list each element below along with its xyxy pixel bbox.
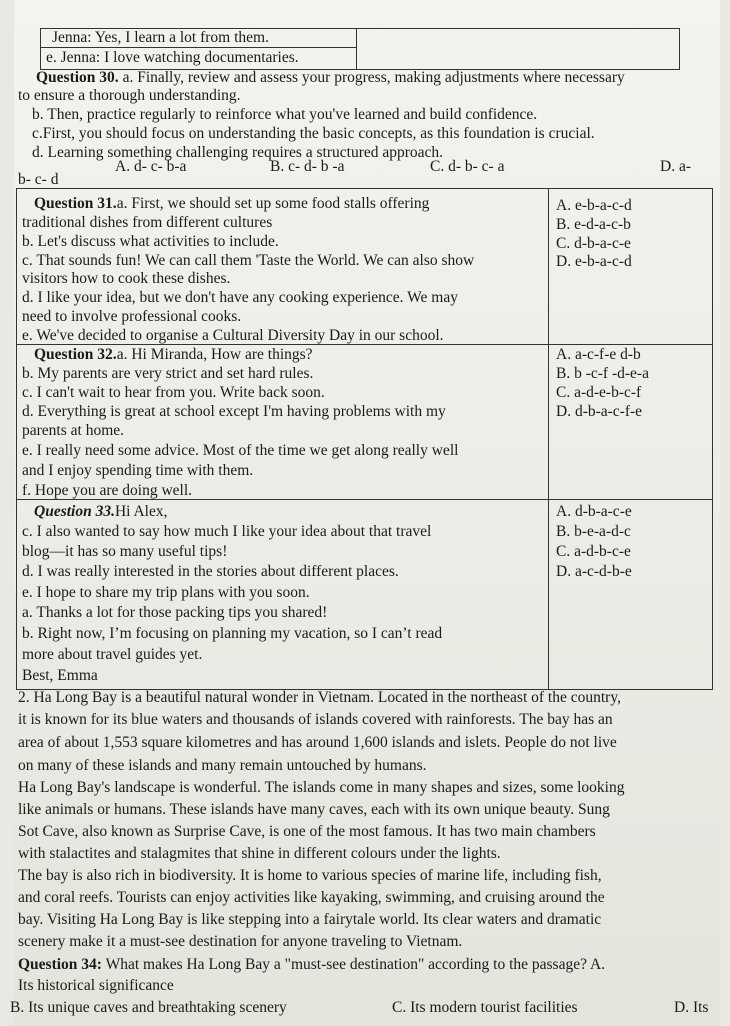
q31-label: Question 31. bbox=[34, 195, 117, 212]
q33-line: e. I hope to share my trip plans with you soon. bbox=[22, 584, 310, 601]
q30-b: b. Then, practice regularly to reinforce what you've learned and build confidence. bbox=[32, 106, 538, 123]
passage-line: area of about 1,553 square kilometres and has around 1,600 islands and islets. People do not live bbox=[18, 734, 617, 751]
q31-line: b. Let's discuss what activities to include. bbox=[22, 233, 279, 250]
q30-d: d. Learning something challenging requires a structured approach. bbox=[32, 144, 444, 161]
q31-line: Question 31.a. First, we should set up some food stalls offering bbox=[34, 195, 430, 212]
q33-line: d. I was really interested in the stories about different places. bbox=[22, 563, 399, 580]
passage-line: and coral reefs. Tourists can enjoy activities like kayaking, swimming, and cruising around the bbox=[18, 889, 605, 906]
q32-label: Question 32. bbox=[34, 346, 117, 363]
q34-option-c: C. Its modern tourist facilities bbox=[392, 999, 578, 1016]
passage-line: like animals or humans. These islands have many caves, each with its own unique beauty. Sung bbox=[18, 801, 610, 818]
q30-a: a. Finally, review and assess your progress, making adjustments where necessary bbox=[122, 69, 625, 86]
passage-line: 2. Ha Long Bay is a beautiful natural wonder in Vietnam. Located in the northeast of the country, bbox=[18, 689, 621, 706]
dialogue-line: e. Jenna: I love watching documentaries. bbox=[46, 49, 299, 66]
q34-option-d: D. Its bbox=[674, 999, 709, 1016]
passage-line: scenery make it a must-see destination for anyone traveling to Vietnam. bbox=[18, 933, 463, 950]
q32-option-d: D. d-b-a-c-f-e bbox=[556, 403, 643, 420]
dialogue-divider bbox=[356, 28, 357, 70]
q33-line: a. Thanks a lot for those packing tips you shared! bbox=[22, 604, 328, 621]
q32-line: and I enjoy spending time with them. bbox=[22, 462, 254, 479]
passage-line: with stalactites and stalagmites that shine in different colours under the lights. bbox=[18, 845, 501, 862]
passage-line: bay. Visiting Ha Long Bay is like stepping into a fairytale world. Its clear waters and dramatic bbox=[18, 911, 602, 928]
q30-option-a: A. d- c- b-a bbox=[115, 158, 187, 175]
q30-line-a bbox=[36, 68, 625, 87]
q33-line: c. I also wanted to say how much I like your idea about that travel bbox=[22, 523, 432, 540]
q32-line: d. Everything is great at school except I'm having problems with my bbox=[22, 403, 446, 420]
q33-line: Question 33.Hi Alex, bbox=[34, 503, 168, 520]
passage-line: The bay is also rich in biodiversity. It is home to various species of marine life, including fish, bbox=[18, 867, 602, 884]
q32-line: b. My parents are very strict and set hard rules. bbox=[22, 365, 314, 382]
q31-line: need to involve professional cooks. bbox=[22, 308, 242, 325]
q31-option-a: A. e-b-a-c-d bbox=[556, 197, 632, 214]
q33-option-a: A. d-b-a-c-e bbox=[556, 503, 632, 520]
q32-line: Question 32.a. Hi Miranda, How are things? bbox=[34, 346, 313, 363]
q32-line: e. I really need some advice. Most of the time we get along really well bbox=[22, 442, 459, 459]
q33-line: more about travel guides yet. bbox=[22, 646, 203, 663]
q32-line: c. I can't wait to hear from you. Write back soon. bbox=[22, 384, 325, 401]
dialogue-line: Jenna: Yes, I learn a lot from them. bbox=[52, 29, 269, 46]
passage-line: Ha Long Bay's landscape is wonderful. The islands come in many shapes and sizes, some looking bbox=[18, 779, 625, 796]
q33-line: blog—it has so many useful tips! bbox=[22, 543, 228, 560]
q30-label: Question 30. bbox=[36, 69, 119, 86]
q30-c: c.First, you should focus on understanding the basic concepts, as this foundation is crucial. bbox=[32, 125, 595, 142]
q30-option-d: D. a- bbox=[660, 158, 691, 175]
table-column-divider bbox=[548, 188, 549, 690]
q32-option-a: A. a-c-f-e d-b bbox=[556, 346, 641, 363]
q34-stem: Question 34: What makes Ha Long Bay a "must-see destination" according to the passage? A. bbox=[18, 956, 606, 973]
q33-label: Question 33. bbox=[34, 503, 115, 520]
q34-option-b: B. Its unique caves and breathtaking scenery bbox=[10, 999, 287, 1016]
q33-option-b: B. b-e-a-d-c bbox=[556, 523, 631, 540]
passage-line: it is known for its blue waters and thousands of islands covered with rainforests. The bay has an bbox=[18, 711, 613, 728]
q32-line: parents at home. bbox=[22, 422, 125, 439]
q30-option-d-cont: b- c- d bbox=[18, 171, 59, 188]
q31-option-d: D. e-b-a-c-d bbox=[556, 253, 632, 270]
passage-line: Sot Cave, also known as Surprise Cave, is one of the most famous. It has two main chambers bbox=[18, 823, 596, 840]
q33-option-c: C. a-d-b-c-e bbox=[556, 543, 631, 560]
q32-option-c: C. a-d-e-b-c-f bbox=[556, 384, 642, 401]
q30-option-c: C. d- b- c- a bbox=[430, 158, 505, 175]
q32-option-b: B. b -c-f -d-e-a bbox=[556, 365, 649, 382]
q31-option-c: C. d-b-a-c-e bbox=[556, 235, 631, 252]
q30-a2: to ensure a thorough understanding. bbox=[18, 87, 241, 104]
q33-option-d: D. a-c-d-b-e bbox=[556, 563, 632, 580]
q31-line: d. I like your idea, but we don't have any cooking experience. We may bbox=[22, 289, 458, 306]
q31-line: c. That sounds fun! We can call them 'Taste the World. We can also show bbox=[22, 252, 475, 269]
q33-line: b. Right now, I’m focusing on planning my vacation, so I can’t read bbox=[22, 625, 443, 642]
q30-option-b: B. c- d- b -a bbox=[270, 158, 345, 175]
q31-line: visitors how to cook these dishes. bbox=[22, 270, 231, 287]
passage-line: on many of these islands and many remain untouched by humans. bbox=[18, 757, 427, 774]
q31-line: traditional dishes from different cultures bbox=[22, 214, 273, 231]
q33-line: Best, Emma bbox=[22, 667, 98, 684]
q34-label: Question 34: bbox=[18, 956, 102, 973]
q32-line: f. Hope you are doing well. bbox=[22, 482, 193, 499]
q34-option-a: Its historical significance bbox=[18, 977, 174, 994]
q31-line: e. We've decided to organise a Cultural Diversity Day in our school. bbox=[22, 327, 444, 344]
q31-option-b: B. e-d-a-c-b bbox=[556, 216, 631, 233]
